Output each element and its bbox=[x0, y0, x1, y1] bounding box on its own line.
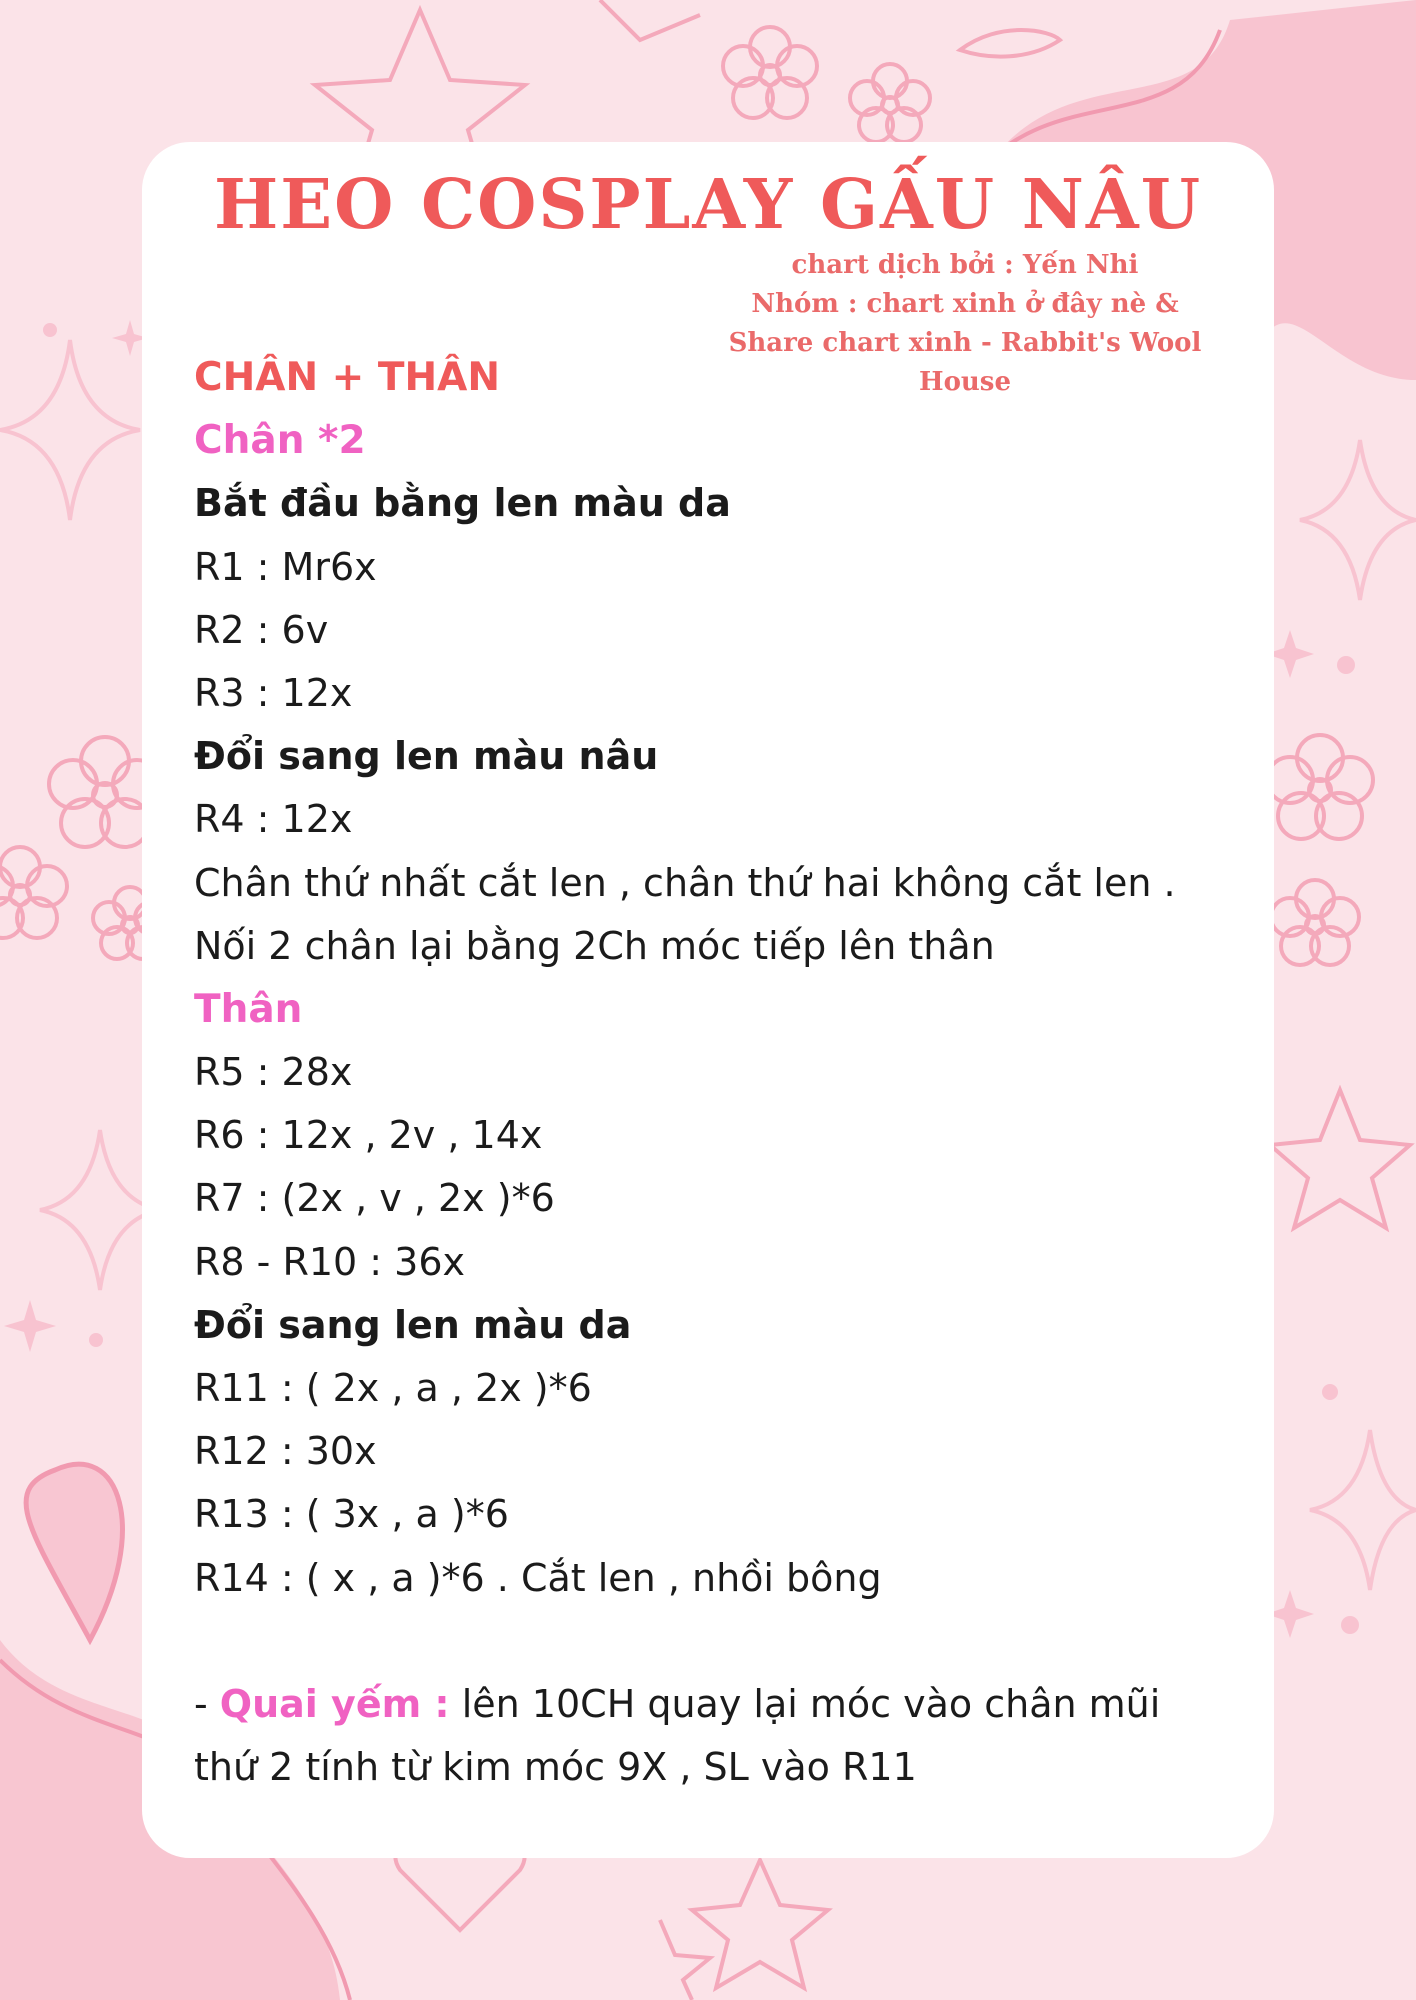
credit-line: House bbox=[919, 367, 1011, 397]
strap-text: lên 10CH quay lại móc vào chân mũi bbox=[449, 1681, 1161, 1726]
balloon-shape bbox=[26, 1464, 122, 1640]
page-title: HEO COSPLAY GẤU NÂU bbox=[213, 165, 1202, 245]
pattern-instructions bbox=[194, 346, 1234, 1799]
credit-line: Nhóm : chart xinh ở đây nè & bbox=[751, 289, 1179, 319]
section-heading-legs-body: CHÂN + THÂN bbox=[194, 355, 500, 400]
color-instruction: Đổi sang len màu da bbox=[194, 1302, 632, 1347]
subheading-legs: Chân *2 bbox=[194, 418, 366, 464]
round-line: R2 : 6v bbox=[194, 607, 329, 652]
flower-top-2 bbox=[850, 64, 930, 142]
round-line: R13 : ( 3x , a )*6 bbox=[194, 1492, 509, 1537]
strap-instruction bbox=[194, 1673, 1234, 1736]
round-line: R8 - R10 : 36x bbox=[194, 1239, 466, 1284]
sparkle-right-1 bbox=[1300, 440, 1416, 600]
round-line: R12 : 30x bbox=[194, 1429, 377, 1474]
credit-line: chart dịch bởi : Yến Nhi bbox=[791, 250, 1139, 280]
recipe-card bbox=[142, 142, 1274, 1858]
flower-top-1 bbox=[723, 27, 817, 118]
round-line: R11 : ( 2x , a , 2x )*6 bbox=[194, 1366, 592, 1410]
credit-line: Share chart xinh - Rabbit's Wool bbox=[728, 328, 1202, 358]
flower-right-1 bbox=[1267, 735, 1373, 839]
color-instruction: Bắt đầu bằng len màu da bbox=[194, 481, 731, 526]
round-line: R4 : 12x bbox=[194, 797, 353, 842]
spacer bbox=[194, 1610, 1234, 1673]
round-line: R5 : 28x bbox=[194, 1050, 353, 1095]
flower-right-2 bbox=[1271, 880, 1359, 965]
strap-instruction-continued: thứ 2 tính từ kim móc 9X , SL vào R11 bbox=[194, 1745, 917, 1790]
sparkle-right-2 bbox=[1310, 1430, 1416, 1590]
round-line: R1 : Mr6x bbox=[194, 544, 377, 589]
sparkle-left-1 bbox=[0, 340, 140, 520]
subheading-body: Thân bbox=[194, 986, 303, 1032]
instruction-note: Nối 2 chân lại bằng 2Ch móc tiếp lên thân bbox=[194, 923, 995, 968]
strap-label: Quai yếm : bbox=[219, 1681, 450, 1726]
strap-dash: - bbox=[194, 1681, 220, 1726]
star-outline-bottom bbox=[692, 1860, 828, 1988]
round-line: R6 : 12x , 2v , 14x bbox=[194, 1113, 543, 1158]
round-line: R7 : (2x , v , 2x )*6 bbox=[194, 1176, 555, 1221]
color-instruction: Đổi sang len màu nâu bbox=[194, 734, 659, 779]
star-outline-right bbox=[1270, 1090, 1410, 1228]
instruction-note: Chân thứ nhất cắt len , chân thứ hai không cắt len . bbox=[194, 860, 1176, 905]
flower-left-2 bbox=[0, 847, 67, 938]
round-line: R14 : ( x , a )*6 . Cắt len , nhồi bông bbox=[194, 1555, 882, 1600]
round-line: R3 : 12x bbox=[194, 670, 353, 715]
